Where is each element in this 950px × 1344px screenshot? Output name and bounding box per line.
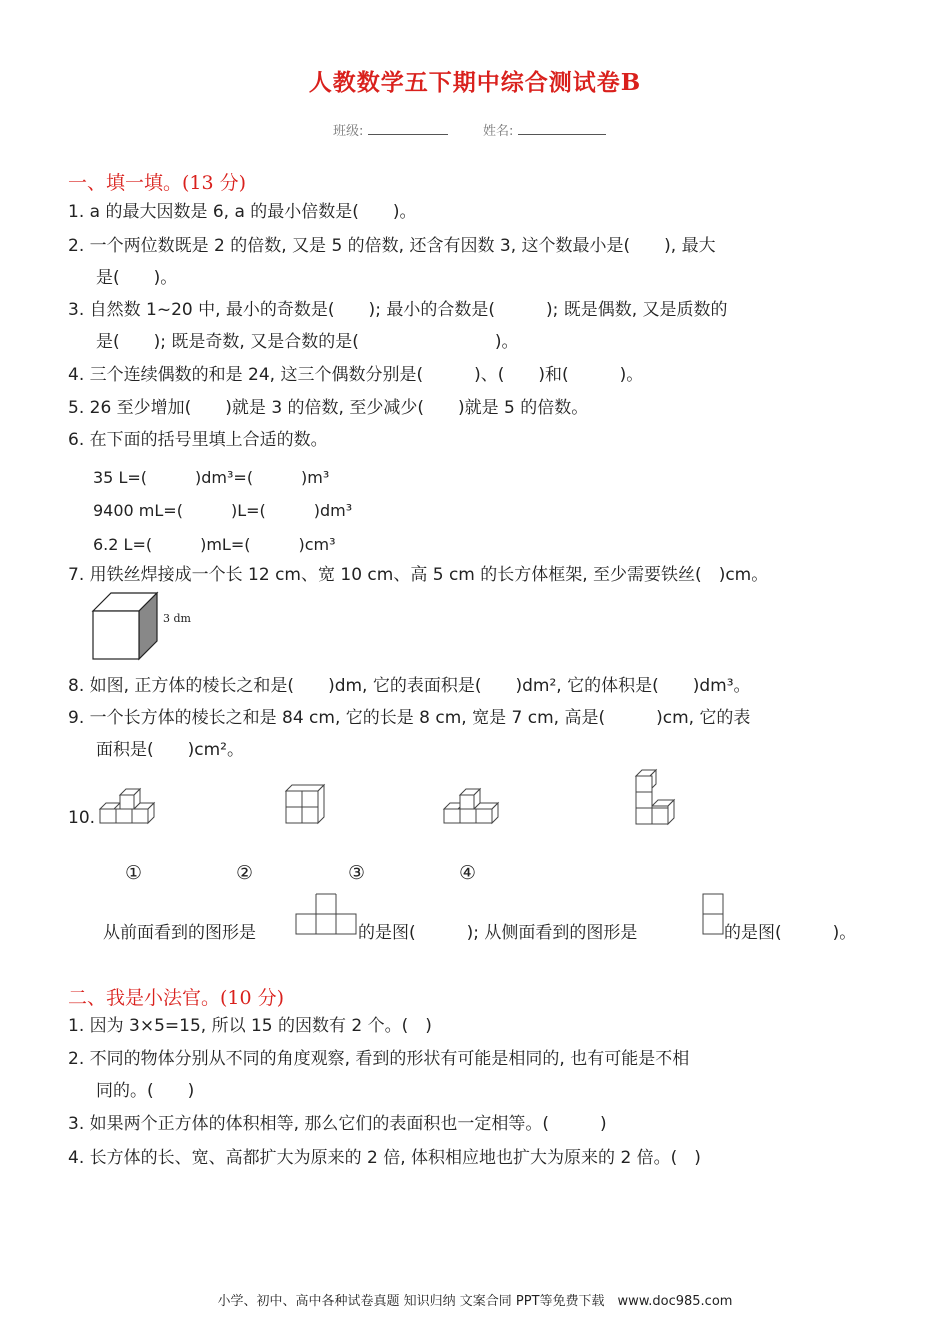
question-1-4: 4. 三个连续偶数的和是 24, 这三个偶数分别是( )、( )和( )。	[68, 365, 644, 385]
figure-label-4: ④	[459, 862, 477, 884]
class-label: 班级:	[333, 124, 364, 139]
page-title: 人教数学五下期中综合测试卷B	[308, 69, 642, 96]
question-1-3-cont: 是( ); 既是奇数, 又是合数的是( )。	[96, 332, 519, 352]
question-2-4: 4. 长方体的长、宽、高都扩大为原来的 2 倍, 体积相应地也扩大为原来的 2 倍。( )	[68, 1148, 701, 1168]
question-1-10-text-b: 的是图( ); 从侧面看到的图形是	[358, 923, 638, 943]
question-1-10-label: 10.	[68, 808, 96, 828]
section2-heading: 二、我是小法官。(10 分)	[68, 987, 285, 1009]
question-1-6-b: 9400 mL=( )L=( )dm³	[93, 501, 353, 520]
question-1-3: 3. 自然数 1~20 中, 最小的奇数是( ); 最小的合数是( ); 既是偶数, 又是质数的	[68, 300, 728, 320]
class-blank	[368, 122, 448, 135]
figure-label-3: ③	[348, 862, 366, 884]
name-field	[483, 120, 606, 139]
question-2-2-cont: 同的。( )	[96, 1081, 195, 1101]
question-2-1: 1. 因为 3×5=15, 所以 15 的因数有 2 个。( )	[68, 1016, 432, 1036]
question-1-1: 1. a 的最大因数是 6, a 的最小倍数是( )。	[68, 202, 417, 222]
class-field	[333, 120, 448, 139]
figure-4	[636, 770, 680, 828]
name-blank	[518, 122, 606, 135]
question-2-3: 3. 如果两个正方体的体积相等, 那么它们的表面积也一定相等。( )	[68, 1114, 607, 1134]
figure-label-1: ①	[125, 862, 143, 884]
footer-text: 小学、初中、高中各种试卷真题 知识归纳 文案合同 PPT等免费下载 www.doc985.com	[217, 1294, 733, 1309]
section1-heading: 一、填一填。(13 分)	[68, 172, 247, 194]
figure-label-2: ②	[236, 862, 254, 884]
question-2-2: 2. 不同的物体分别从不同的角度观察, 看到的形状有可能是相同的, 也有可能是不相	[68, 1049, 690, 1069]
figure-2	[286, 785, 330, 827]
question-1-2-cont: 是( )。	[96, 268, 178, 288]
figure-1	[100, 785, 160, 827]
question-1-8: 8. 如图, 正方体的棱长之和是( )dm, 它的表面积是( )dm², 它的体积是( )dm³。	[68, 676, 751, 696]
question-1-9: 9. 一个长方体的棱长之和是 84 cm, 它的长是 8 cm, 宽是 7 cm, 高是( )cm, 它的表	[68, 708, 751, 728]
name-label: 姓名:	[483, 124, 514, 139]
question-1-6: 6. 在下面的括号里填上合适的数。	[68, 430, 328, 450]
question-1-7: 7. 用铁丝焊接成一个长 12 cm、宽 10 cm、高 5 cm 的长方体框架, 至少需要铁丝( )cm。	[68, 565, 769, 585]
question-1-2: 2. 一个两位数既是 2 的倍数, 又是 5 的倍数, 还含有因数 3, 这个数最小是( ), 最大	[68, 236, 716, 256]
question-1-6-a: 35 L=( )dm³=( )m³	[93, 468, 330, 487]
question-1-6-c: 6.2 L=( )mL=( )cm³	[93, 535, 336, 554]
question-1-10-text-c: 的是图( )。	[724, 923, 857, 943]
question-1-5: 5. 26 至少增加( )就是 3 的倍数, 至少减少( )就是 5 的倍数。	[68, 398, 589, 418]
question-1-10-text-a: 从前面看到的图形是	[103, 923, 256, 943]
question-1-9-cont: 面积是( )cm²。	[96, 740, 244, 760]
figure-3	[444, 785, 504, 827]
front-view-shape	[296, 894, 358, 936]
cube-edge-label: 3 dm	[163, 612, 191, 625]
cube-figure	[93, 593, 203, 663]
